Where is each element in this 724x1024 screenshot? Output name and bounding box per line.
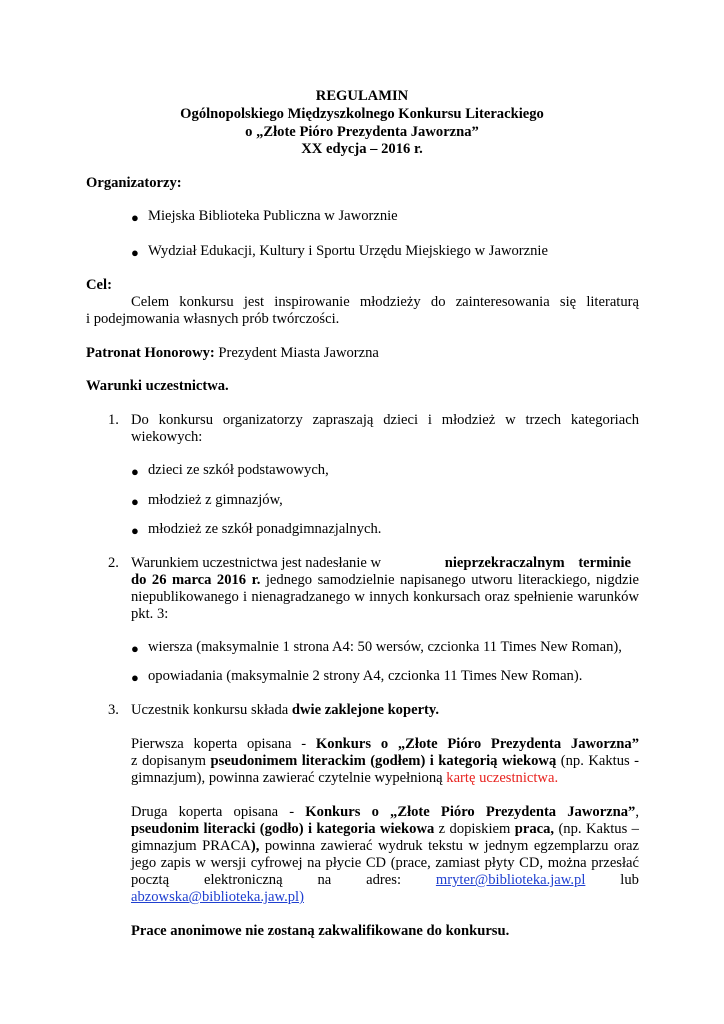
organizer-item: Miejska Biblioteka Publiczna w Jaworznie xyxy=(148,208,398,224)
requirement-item: opowiadania (maksymalnie 2 strony A4, czcionka 11 Times New Roman). xyxy=(148,668,583,684)
doc-edition: XX edycja – 2016 r. xyxy=(301,141,423,157)
bullet-icon: ● xyxy=(131,210,139,225)
p2-deadline-date: do 26 marca 2016 r. xyxy=(131,572,261,588)
text-fragment: ), xyxy=(250,838,260,854)
bullet-icon: ● xyxy=(131,523,139,538)
email-link-mryter[interactable]: mryter@biblioteka.jaw.pl xyxy=(435,872,586,888)
text-fragment: na xyxy=(317,872,332,888)
text-fragment: Pierwsza koperta opisana - xyxy=(131,736,316,752)
organizer-item: Wydział Edukacji, Kultury i Sportu Urzędu Miejskiego w Jaworznie xyxy=(148,243,548,259)
p1-text-line: wiekowych: xyxy=(131,429,203,445)
category-item: dzieci ze szkół podstawowych, xyxy=(148,462,329,478)
pseudonym-label: pseudonimem literackim (godłem) i kategorią wiekową xyxy=(210,753,557,769)
bullet-icon: ● xyxy=(131,245,139,260)
text-fragment: powinna zawierać wydruk tekstu w jednym egzemplarzu oraz xyxy=(259,838,640,854)
goal-heading: Cel: xyxy=(86,277,112,293)
second-envelope-line: jego zapis w wersji cyfrowej na płycie CD (prace, zamiast płyty CD, można przesłać xyxy=(131,855,639,871)
doc-subtitle: Ogólnopolskiego Międzyszkolnego Konkursu Literackiego xyxy=(180,106,544,122)
patronage-value: Prezydent Miasta Jaworzna xyxy=(214,345,379,361)
p2-text-line: pkt. 3: xyxy=(131,606,169,622)
category-item: młodzież ze szkół ponadgimnazjalnych. xyxy=(148,521,382,537)
text-fragment: , xyxy=(635,804,640,820)
contest-label: Konkurs o „Złote Pióro Prezydenta Jaworzna” xyxy=(305,804,636,820)
bullet-icon: ● xyxy=(131,670,139,685)
goal-text-line: i podejmowania własnych prób twórczości. xyxy=(86,311,340,327)
doc-contest-name: o „Złote Pióro Prezydenta Jaworzna” xyxy=(245,124,479,140)
p1-text-line: Do konkursu organizatorzy zapraszają dzieci i młodzież w trzech kategoriach xyxy=(131,412,639,428)
p3-text-fragment: Uczestnik konkursu składa xyxy=(131,702,292,718)
p2-deadline-label: nieprzekraczalnym terminie xyxy=(444,555,631,571)
text-fragment: pocztą xyxy=(131,872,170,888)
list-number: 2. xyxy=(108,555,119,571)
organizers-heading: Organizatorzy: xyxy=(86,175,182,191)
text-fragment: (np. Kaktus - xyxy=(556,753,639,769)
first-envelope-line xyxy=(131,770,558,787)
category-item: młodzież z gimnazjów, xyxy=(148,492,283,508)
text-fragment: elektroniczną xyxy=(203,872,283,888)
requirement-item: wiersza (maksymalnie 1 strona A4: 50 wersów, czcionka 11 Times New Roman), xyxy=(148,639,622,655)
first-envelope-line xyxy=(131,736,639,753)
text-fragment: Druga koperta opisana - xyxy=(131,804,306,820)
text-fragment: lub xyxy=(620,872,639,888)
text-fragment: gimnazjum PRACA xyxy=(131,838,251,854)
text-fragment: gimnazjum), powinna zawierać czytelnie wypełnioną xyxy=(131,770,447,786)
bullet-icon: ● xyxy=(131,494,139,509)
p2-text-line xyxy=(131,555,631,572)
p2-text-fragment: jednego samodzielnie napisanego utworu literackiego, nigdzie xyxy=(260,572,640,588)
goal-text-line: Celem konkursu jest inspirowanie młodzieży do zainteresowania się literaturą xyxy=(131,294,639,310)
patronage-line xyxy=(86,345,379,362)
text-fragment: adres: xyxy=(366,872,402,888)
second-envelope-line xyxy=(131,872,639,889)
second-envelope-line xyxy=(131,804,639,821)
patronage-label: Patronat Honorowy: xyxy=(86,345,215,361)
bullet-icon: ● xyxy=(131,464,139,479)
list-number: 1. xyxy=(108,412,119,428)
email-link-abzowska[interactable]: abzowska@biblioteka.jaw.pl) xyxy=(131,889,304,905)
conditions-heading: Warunki uczestnictwa. xyxy=(86,378,229,394)
doc-title: REGULAMIN xyxy=(315,88,409,104)
closing-statement: Prace anonimowe nie zostaną zakwalifikowane do konkursu. xyxy=(131,923,510,939)
p2-text-line: niepublikowanego i nienagradzanego w innych konkursach oraz spełnienie warunków xyxy=(131,589,639,605)
first-envelope-line xyxy=(131,753,639,770)
participation-card-link[interactable]: kartę uczestnictwa. xyxy=(446,770,559,786)
list-number: 3. xyxy=(108,702,119,718)
text-fragment: (np. Kaktus – xyxy=(554,821,639,837)
contest-label: Konkurs o „Złote Pióro Prezydenta Jaworzna” xyxy=(315,736,639,752)
p2-text-line xyxy=(131,572,639,589)
second-envelope-line xyxy=(131,821,639,838)
work-label: praca, xyxy=(514,821,555,837)
p3-envelopes-label: dwie zaklejone koperty. xyxy=(291,702,440,718)
p2-text-fragment: Warunkiem uczestnictwa jest nadesłanie w xyxy=(131,555,382,571)
pseudonym-label: pseudonim literacki (godło) i kategoria wiekowa xyxy=(131,821,435,837)
text-fragment: z dopisanym xyxy=(131,753,211,769)
text-fragment: z dopiskiem xyxy=(434,821,515,837)
second-envelope-line xyxy=(131,838,639,855)
bullet-icon: ● xyxy=(131,641,139,656)
p3-intro xyxy=(131,702,439,719)
